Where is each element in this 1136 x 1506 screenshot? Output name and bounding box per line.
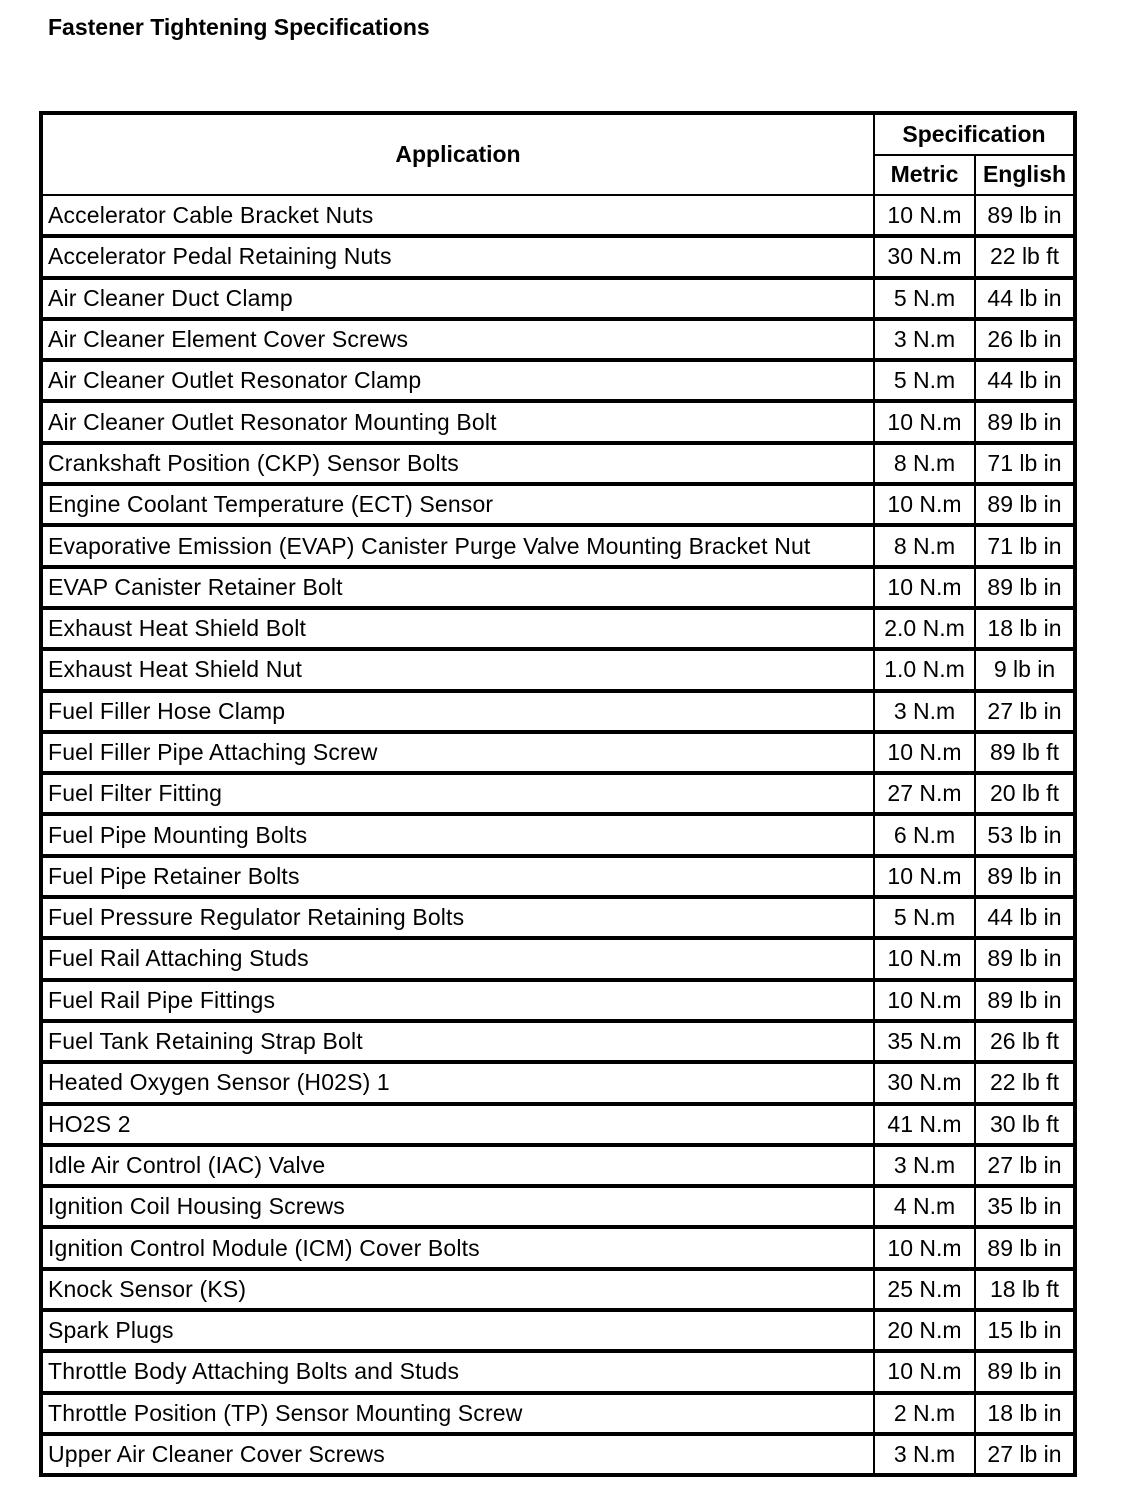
english-cell: 53 lb in [975,814,1075,855]
metric-cell: 10 N.m [874,567,975,608]
table-row [41,1393,1075,1434]
application-cell: EVAP Canister Retainer Bolt [41,567,874,608]
metric-cell: 30 N.m [874,1062,975,1103]
metric-cell: 2.0 N.m [874,608,975,649]
english-cell: 22 lb ft [975,236,1075,277]
application-cell: HO2S 2 [41,1104,874,1145]
application-cell: Air Cleaner Element Cover Screws [41,319,874,360]
table-row [41,1310,1075,1351]
metric-cell: 5 N.m [874,360,975,401]
english-cell: 71 lb in [975,443,1075,484]
table-row [41,1269,1075,1310]
table-row [41,484,1075,525]
application-cell: Fuel Filler Pipe Attaching Screw [41,732,874,773]
english-cell: 89 lb in [975,856,1075,897]
english-cell: 18 lb in [975,1393,1075,1434]
english-cell: 44 lb in [975,360,1075,401]
metric-cell: 6 N.m [874,814,975,855]
english-cell: 89 lb in [975,484,1075,525]
metric-cell: 8 N.m [874,525,975,566]
metric-cell: 3 N.m [874,319,975,360]
metric-cell: 1.0 N.m [874,649,975,690]
application-cell: Fuel Pressure Regulator Retaining Bolts [41,897,874,938]
application-cell: Fuel Rail Pipe Fittings [41,980,874,1021]
english-cell: 30 lb ft [975,1104,1075,1145]
table-row [41,1186,1075,1227]
english-cell: 89 lb in [975,567,1075,608]
metric-cell: 3 N.m [874,691,975,732]
table-row [41,401,1075,442]
table-row [41,1104,1075,1145]
english-cell: 20 lb ft [975,773,1075,814]
application-cell: Fuel Pipe Retainer Bolts [41,856,874,897]
application-cell: Spark Plugs [41,1310,874,1351]
application-cell: Crankshaft Position (CKP) Sensor Bolts [41,443,874,484]
english-header: English [975,155,1075,196]
english-cell: 26 lb ft [975,1021,1075,1062]
application-cell: Fuel Rail Attaching Studs [41,938,874,979]
table-row [41,856,1075,897]
metric-cell: 10 N.m [874,938,975,979]
english-cell: 27 lb in [975,1145,1075,1186]
application-cell: Ignition Control Module (ICM) Cover Bolts [41,1227,874,1268]
metric-cell: 10 N.m [874,484,975,525]
metric-cell: 10 N.m [874,401,975,442]
application-cell: Fuel Filter Fitting [41,773,874,814]
metric-header: Metric [874,155,975,196]
application-cell: Knock Sensor (KS) [41,1269,874,1310]
table-row [41,649,1075,690]
table-row [41,814,1075,855]
table-row [41,567,1075,608]
english-cell: 44 lb in [975,897,1075,938]
table-row [41,319,1075,360]
metric-cell: 35 N.m [874,1021,975,1062]
metric-cell: 5 N.m [874,278,975,319]
table-row [41,980,1075,1021]
english-cell: 44 lb in [975,278,1075,319]
application-cell: Ignition Coil Housing Screws [41,1186,874,1227]
english-cell: 89 lb in [975,980,1075,1021]
english-cell: 89 lb in [975,1227,1075,1268]
english-cell: 89 lb ft [975,732,1075,773]
table-row [41,236,1075,277]
application-cell: Air Cleaner Duct Clamp [41,278,874,319]
metric-cell: 10 N.m [874,195,975,236]
metric-cell: 27 N.m [874,773,975,814]
metric-cell: 10 N.m [874,732,975,773]
spec-table [39,111,1077,1477]
metric-cell: 25 N.m [874,1269,975,1310]
metric-cell: 30 N.m [874,236,975,277]
application-cell: Accelerator Pedal Retaining Nuts [41,236,874,277]
english-cell: 89 lb in [975,401,1075,442]
page-title: Fastener Tightening Specifications [48,14,430,40]
table-row [41,1351,1075,1392]
metric-cell: 4 N.m [874,1186,975,1227]
application-cell: Upper Air Cleaner Cover Screws [41,1434,874,1475]
metric-cell: 10 N.m [874,1227,975,1268]
application-cell: Idle Air Control (IAC) Valve [41,1145,874,1186]
metric-cell: 10 N.m [874,980,975,1021]
application-cell: Air Cleaner Outlet Resonator Mounting Bolt [41,401,874,442]
table-row [41,1145,1075,1186]
english-cell: 71 lb in [975,525,1075,566]
english-cell: 27 lb in [975,1434,1075,1475]
english-cell: 27 lb in [975,691,1075,732]
application-cell: Heated Oxygen Sensor (H02S) 1 [41,1062,874,1103]
metric-cell: 10 N.m [874,1351,975,1392]
table-row [41,897,1075,938]
english-cell: 89 lb in [975,938,1075,979]
table-row [41,195,1075,236]
english-cell: 22 lb ft [975,1062,1075,1103]
application-cell: Air Cleaner Outlet Resonator Clamp [41,360,874,401]
application-cell: Accelerator Cable Bracket Nuts [41,195,874,236]
application-cell: Fuel Tank Retaining Strap Bolt [41,1021,874,1062]
table-row [41,773,1075,814]
table-body [41,195,1075,1475]
english-cell: 15 lb in [975,1310,1075,1351]
english-cell: 26 lb in [975,319,1075,360]
english-cell: 89 lb in [975,195,1075,236]
application-cell: Evaporative Emission (EVAP) Canister Purge Valve Mounting Bracket Nut [41,525,874,566]
table-row [41,732,1075,773]
metric-cell: 3 N.m [874,1145,975,1186]
english-cell: 18 lb in [975,608,1075,649]
application-cell: Throttle Body Attaching Bolts and Studs [41,1351,874,1392]
table-row [41,525,1075,566]
table-row [41,1021,1075,1062]
table-row [41,443,1075,484]
metric-cell: 2 N.m [874,1393,975,1434]
table-row [41,1062,1075,1103]
table-row [41,1434,1075,1475]
metric-cell: 3 N.m [874,1434,975,1475]
application-header: Application [41,113,874,195]
metric-cell: 41 N.m [874,1104,975,1145]
application-cell: Fuel Filler Hose Clamp [41,691,874,732]
application-cell: Exhaust Heat Shield Nut [41,649,874,690]
english-cell: 89 lb in [975,1351,1075,1392]
english-cell: 35 lb in [975,1186,1075,1227]
table-row [41,608,1075,649]
table-row [41,278,1075,319]
table-row [41,938,1075,979]
application-cell: Fuel Pipe Mounting Bolts [41,814,874,855]
specification-header: Specification [874,113,1075,155]
table-row [41,1227,1075,1268]
english-cell: 18 lb ft [975,1269,1075,1310]
table-row [41,691,1075,732]
metric-cell: 10 N.m [874,856,975,897]
metric-cell: 20 N.m [874,1310,975,1351]
metric-cell: 5 N.m [874,897,975,938]
table-row [41,360,1075,401]
application-cell: Throttle Position (TP) Sensor Mounting Screw [41,1393,874,1434]
english-cell: 9 lb in [975,649,1075,690]
application-cell: Engine Coolant Temperature (ECT) Sensor [41,484,874,525]
application-cell: Exhaust Heat Shield Bolt [41,608,874,649]
metric-cell: 8 N.m [874,443,975,484]
